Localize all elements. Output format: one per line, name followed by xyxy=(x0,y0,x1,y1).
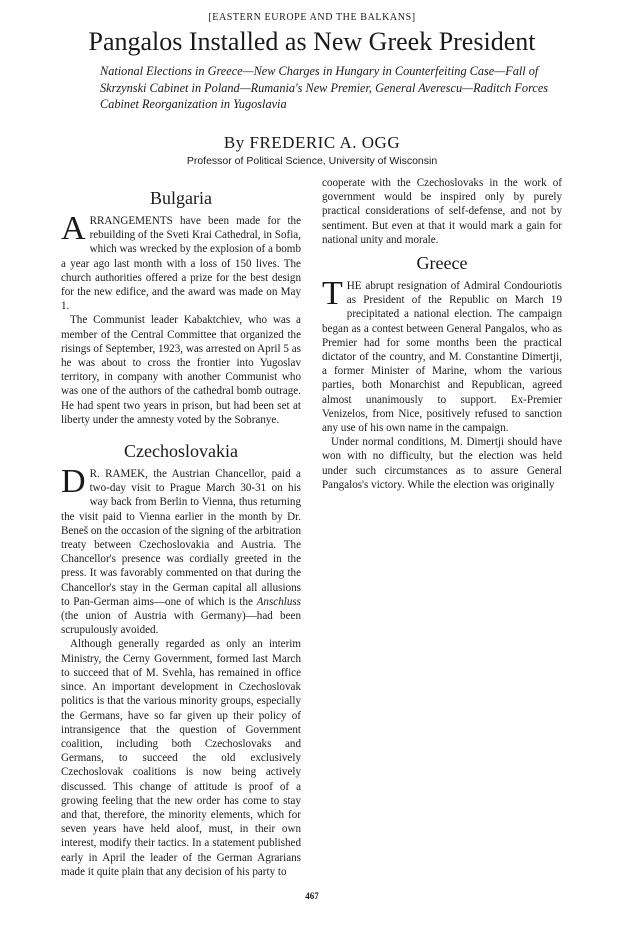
author-affiliation: Professor of Political Science, University of Wisconsin xyxy=(186,155,438,167)
czechoslovakia-paragraph-2-continued: cooperate with the Czechoslovaks in the work of government would be inspired only by purely practical considerations of self-defense, and not by sentiment. But even at that it would mark a gain for national unity and morale. xyxy=(322,177,562,246)
author-byline: By FREDERIC A. OGG xyxy=(223,133,401,152)
bulgaria-paragraph-1 xyxy=(61,210,301,313)
italic-term: Anschluss xyxy=(256,595,301,608)
section-heading-greece: Greece xyxy=(416,253,468,274)
bulgaria-paragraph-2: The Communist leader Kabaktchiev, who was a member of the Central Committee that organized the risings of September, 1923, was arrested on April 5 as he was about to cross the frontier into Yugoslav territory, in company with another Communist who was one of the authors of the cathedral bomb outrage. He had spent two years in prison, but had been set at liberty under the amnesty voted by the Sobranye. xyxy=(61,314,301,426)
lead-in: RRANGEMENTS xyxy=(89,215,173,227)
paragraph-text-tail: (the union of Austria with Germany)—had been scrupulously avoided. xyxy=(61,610,301,637)
section-tag: [EASTERN EUROPE AND THE BALKANS] xyxy=(208,12,416,23)
page-number: 467 xyxy=(305,891,319,901)
left-column xyxy=(61,176,301,879)
paragraph-text: have been made for the rebuilding of the Sveti Krai Cathedral, in Sofia, which was wrecked by the explosion of a bomb a year ago last month with a loss of 150 lives. The church authorities offered a prize for the best design for the new edifice, and the award was made on May 1. xyxy=(61,215,301,313)
article-deck: National Elections in Greece—New Charges in Hungary in Counterfeiting Case—Fall of Skrzynski Cabinet in Poland—Rumania's New Premier, General Averescu—Raditch Forces Cabinet Reorganization in Yugoslavia xyxy=(100,64,549,111)
drop-cap: D xyxy=(61,463,86,501)
section-heading-czechoslovakia: Czechoslovakia xyxy=(124,441,238,462)
lead-in: R. RAMEK, xyxy=(89,468,148,481)
paragraph-text: abrupt resignation of Admiral Condouriotis as President of the Republic on March 19 precipitated a national election. The campaign began as a contest between General Pangalos, who as Premier had for some months been the practical dictator of the country, and M. Constantine Dimertji, a former Minister of Marine, whom the various parties, both Monarchist and Republican, agreed almost unanimously to support. Ex-Premier Venizelos, from Nice, positively refused to sanction any use of his own name in the campaign. xyxy=(322,280,562,435)
paragraph-text: the Austrian Chancellor, paid a two-day visit to Prague March 30-31 on his way back from Berlin to Vienna, thus returning the visit paid to Vienna earlier in the month by Dr. Beneš on the occasion of the signing of the arbitration treaty between Czechoslovakia and Austria. The Chancellor's presence was cordially greeted in the press. It was favorably commented on that during the Chancellor's stay in the German capital all allusions to Pan-German aims—one of which is the xyxy=(61,468,301,608)
section-heading-bulgaria: Bulgaria xyxy=(150,188,212,208)
article-headline: Pangalos Installed as New Greek President xyxy=(88,27,536,56)
greece-paragraph-1 xyxy=(322,275,562,435)
right-column xyxy=(322,176,562,492)
czechoslovakia-paragraph-2: Although generally regarded as only an interim Ministry, the Cerny Government, formed last March to succeed that of M. Svehla, has remained in office since. An important development in Czechoslovak politics is that the various minority groups, especially the Germans, have so far given up their policy of intransigence that the question of Government coalition, including both Czechoslovaks and Germans, to succeed the old exclusively Czechoslovak coalitions is now being actively discussed. This change of attitude is proof of a growing feeling that the new order has come to stay and that, therefore, the minority elements, which for seven years have held aloof, must, in their own interest, modify their tactics. In a statement published early in April the leader of the German Agrarians made it quite plain that any decision of his party to xyxy=(61,638,301,878)
lead-in: HE xyxy=(346,280,362,293)
drop-cap: T xyxy=(322,275,343,313)
greece-paragraph-2: Under normal conditions, M. Dimertji should have won with no difficulty, but the election was held under such circumstances as to assure General Pangalos's victory. While the election was originally xyxy=(322,436,562,491)
drop-cap: A xyxy=(61,210,86,247)
czechoslovakia-paragraph-1 xyxy=(61,463,301,637)
